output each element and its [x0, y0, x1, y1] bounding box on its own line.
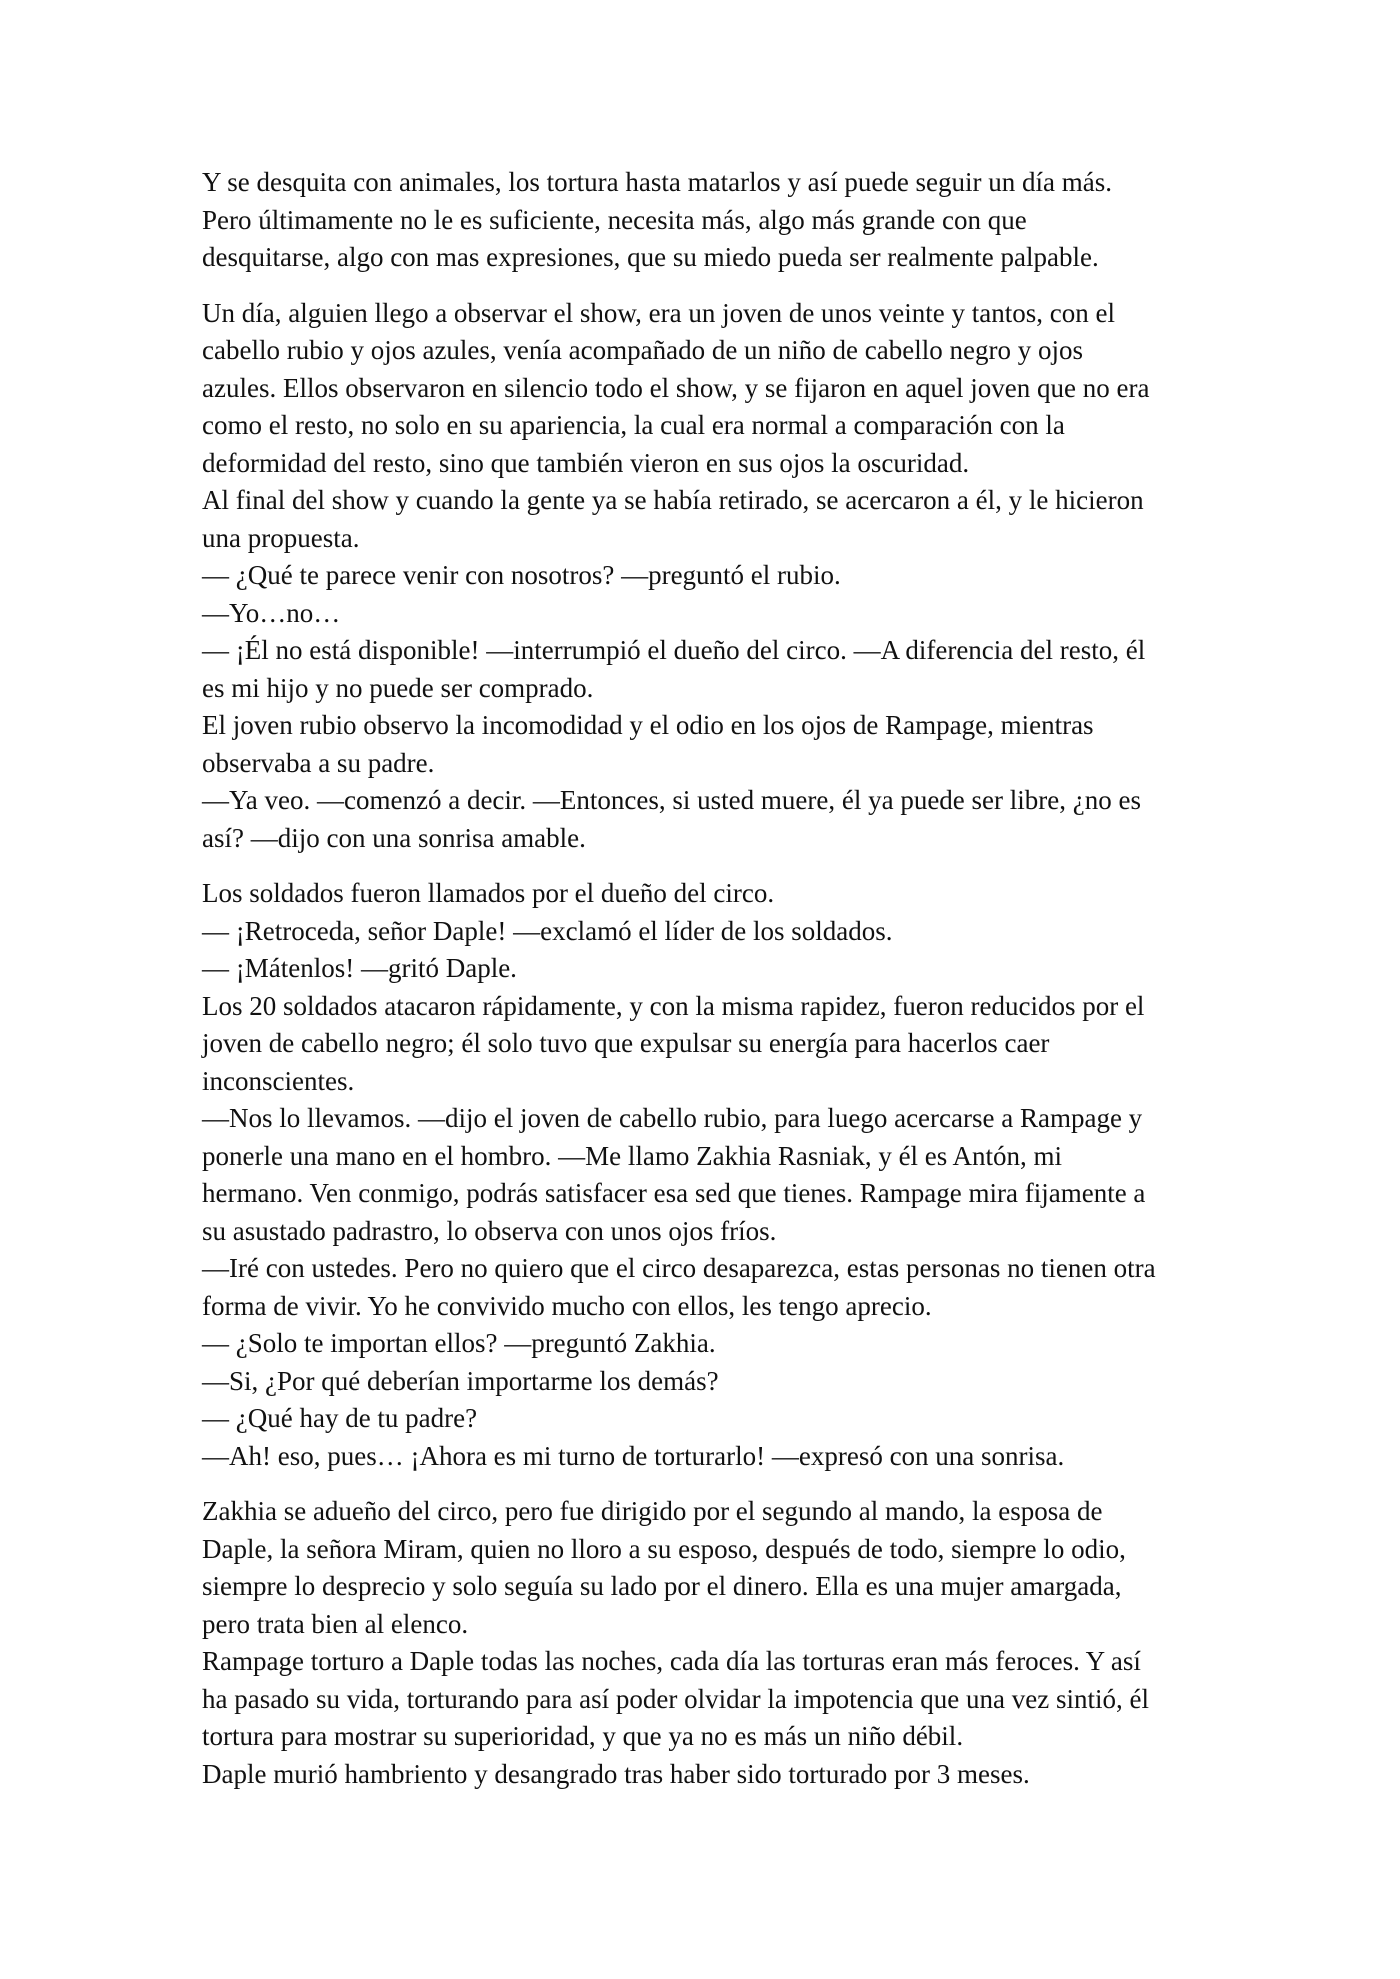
text-line: inconscientes.	[202, 1065, 355, 1096]
text-line: — ¿Qué hay de tu padre?	[202, 1403, 478, 1433]
paragraph-gap	[202, 1475, 1202, 1493]
paragraph	[202, 1493, 1202, 1793]
text-line: una propuesta.	[202, 522, 360, 553]
paragraph	[202, 295, 1202, 858]
text-line: El joven rubio observo la incomodidad y el odio en los ojos de Rampage, mientras	[202, 710, 1094, 740]
text-line: Rampage torturo a Daple todas las noches, cada día las torturas eran más feroces. Y así	[202, 1646, 1141, 1676]
text-line: azules. Ellos observaron en silencio todo el show, y se fijaron en aquel joven que no era	[202, 372, 1150, 403]
paragraph-gap	[202, 277, 1202, 295]
text-line: siempre lo desprecio y solo seguía su lado por el dinero. Ella es una mujer amargada,	[202, 1571, 1122, 1601]
text-line: —Nos lo llevamos. —dijo el joven de cabello rubio, para luego acercarse a Rampage y	[202, 1103, 1143, 1133]
text-line: — ¿Qué te parece venir con nosotros? —preguntó el rubio.	[202, 560, 841, 590]
text-line: pero trata bien al elenco.	[202, 1608, 469, 1639]
text-line: desquitarse, algo con mas expresiones, que su miedo pueda ser realmente palpable.	[202, 242, 1099, 272]
text-line: hermano. Ven conmigo, podrás satisfacer esa sed que tienes. Rampage mira fijamente a	[202, 1178, 1146, 1208]
text-line: como el resto, no solo en su apariencia, la cual era normal a comparación con la	[202, 410, 1065, 440]
text-line: Zakhia se adueño del circo, pero fue dirigido por el segundo al mando, la esposa de	[202, 1496, 1103, 1526]
text-line: Los soldados fueron llamados por el dueño del circo.	[202, 878, 775, 908]
text-line: Un día, alguien llego a observar el show, era un joven de unos veinte y tantos, con el	[202, 297, 1115, 328]
paragraph	[202, 164, 1202, 277]
paragraph-gap	[202, 857, 1202, 875]
text-line: ponerle una mano en el hombro. —Me llamo Zakhia Rasniak, y él es Antón, mi	[202, 1140, 1063, 1171]
text-line: Y se desquita con animales, los tortura hasta matarlos y así puede seguir un día más.	[202, 167, 1113, 197]
text-line: cabello rubio y ojos azules, venía acompañado de un niño de cabello negro y ojos	[202, 335, 1083, 365]
text-line: —Ya veo. —comenzó a decir. —Entonces, si usted muere, él ya puede ser libre, ¿no es	[202, 785, 1141, 815]
text-line: tortura para mostrar su superioridad, y que ya no es más un niño débil.	[202, 1721, 964, 1751]
text-line: — ¡Él no está disponible! —interrumpió el dueño del circo. —A diferencia del resto, él	[202, 635, 1146, 665]
text-line: —Si, ¿Por qué deberían importarme los demás?	[202, 1365, 719, 1396]
paragraph	[202, 875, 1202, 1475]
document-body	[202, 164, 1202, 1793]
text-line: así? —dijo con una sonrisa amable.	[202, 822, 586, 853]
text-line: Al final del show y cuando la gente ya se había retirado, se acercaron a él, y le hicieron	[202, 485, 1144, 515]
text-line: —Ah! eso, pues… ¡Ahora es mi turno de torturarlo! —expresó con una sonrisa.	[202, 1440, 1065, 1471]
text-line: Los 20 soldados atacaron rápidamente, y con la misma rapidez, fueron reducidos por el	[202, 990, 1145, 1021]
text-line: observaba a su padre.	[202, 747, 435, 778]
text-line: —Yo…no…	[202, 597, 341, 628]
text-line: — ¡Mátenlos! —gritó Daple.	[202, 953, 517, 983]
text-line: —Iré con ustedes. Pero no quiero que el circo desaparezca, estas personas no tienen otra	[202, 1253, 1156, 1283]
text-line: forma de vivir. Yo he convivido mucho con ellos, les tengo aprecio.	[202, 1290, 932, 1321]
text-line: — ¡Retroceda, señor Daple! —exclamó el líder de los soldados.	[202, 915, 893, 946]
text-line: su asustado padrastro, lo observa con unos ojos fríos.	[202, 1215, 777, 1246]
text-line: Pero últimamente no le es suficiente, necesita más, algo más grande con que	[202, 204, 1027, 235]
text-line: deformidad del resto, sino que también vieron en sus ojos la oscuridad.	[202, 447, 970, 478]
text-line: Daple murió hambriento y desangrado tras haber sido torturado por 3 meses.	[202, 1758, 1030, 1789]
text-line: joven de cabello negro; él solo tuvo que expulsar su energía para hacerlos caer	[202, 1028, 1050, 1058]
text-line: es mi hijo y no puede ser comprado.	[202, 672, 594, 703]
text-line: ha pasado su vida, torturando para así poder olvidar la impotencia que una vez sintió, él	[202, 1683, 1149, 1714]
text-line: — ¿Solo te importan ellos? —preguntó Zakhia.	[202, 1328, 716, 1358]
text-line: Daple, la señora Miram, quien no lloro a su esposo, después de todo, siempre lo odio,	[202, 1533, 1126, 1564]
